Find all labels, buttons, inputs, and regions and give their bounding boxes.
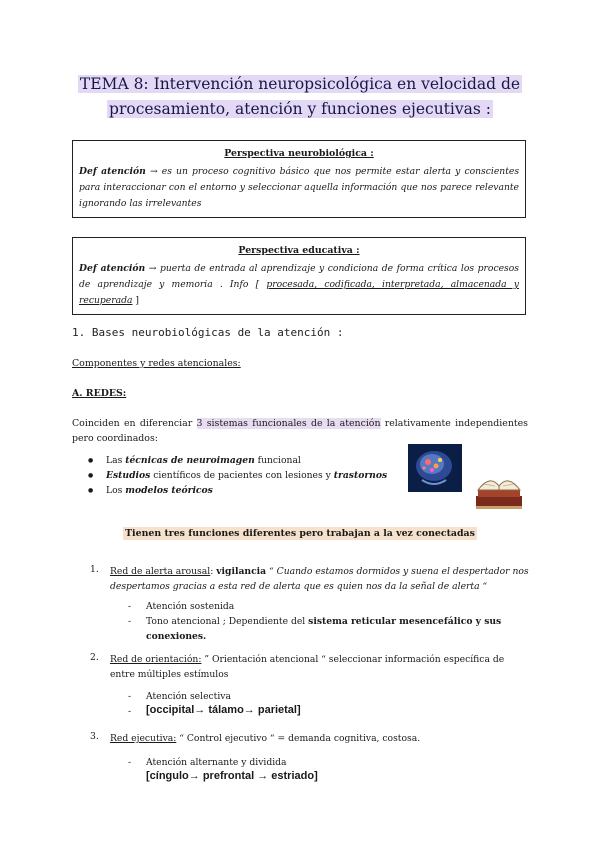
subsection-a-heading: A. REDES:: [72, 388, 127, 399]
box1-text: Def atención → es un proceso cognitivo básico que nos permite estar alerta y conscientes para interaccionar con el entorno y seleccionar aquella información que nos parece relevante ignorando las irrelevantes: [79, 166, 520, 209]
section-heading: 1. Bases neurobiológicas de la atención :: [72, 326, 344, 339]
neurobiological-definition-box: [72, 140, 526, 218]
network-3-path: [cíngulo→ prefrontal → estriado]: [146, 770, 318, 782]
page-title: [60, 72, 540, 122]
network-2-description: Red de orientación: ” Orientación atencional “ seleccionar información específica de entre múltiples estímulos: [110, 654, 505, 680]
title-line-2: procesamiento, atención y funciones ejecutivas :: [109, 100, 491, 118]
network-1-description: Red de alerta arousal: vigilancia “ Cuando estamos dormidos y suena el despertador nos despertamos gracias a esta red de alerta que es quien nos da la señal de alerta “: [110, 566, 529, 592]
box2-heading: Perspectiva educativa :: [238, 245, 360, 256]
list-item: ● Las técnicas de neuroimagen funcional: [88, 453, 387, 468]
network-3-description: Red ejecutiva: “ Control ejecutivo “ = demanda cognitiva, costosa.: [110, 733, 421, 744]
network-2-number: 2.: [90, 652, 99, 663]
highlight-phrase: 3 sistemas funcionales de la atención: [196, 418, 381, 429]
educational-definition-box: [72, 237, 526, 315]
network-1-number: 1.: [90, 564, 99, 575]
box1-heading: Perspectiva neurobiológica :: [224, 148, 374, 159]
info-items: procesada, codificada, interpretada, almacenada y recuperada: [79, 279, 519, 306]
intro-paragraph: Coinciden en diferenciar 3 sistemas funcionales de la atención relativamente independientes pero coordinados:: [72, 418, 528, 444]
list-item: ● Los modelos teóricos: [88, 483, 387, 498]
components-heading: Componentes y redes atencionales:: [72, 358, 241, 369]
brain-image: [408, 444, 462, 492]
network-2-path: [occipital→ tálamo→ parietal]: [146, 704, 301, 716]
bullet-list: [88, 453, 387, 498]
title-line-1: TEMA 8: Intervención neuropsicológica en velocidad de: [79, 75, 521, 93]
network-3-number: 3.: [90, 731, 99, 742]
list-item: ● Estudios científicos de pacientes con lesiones y trastornos: [88, 468, 387, 483]
books-image: [472, 462, 526, 516]
document-page: TEMA 8: Intervención neuropsicológica en velocidad de procesamiento, atención y funciones ejecutivas : Perspectiva neurobiológica : Def atención → es un proceso cognitivo básico que nos permite estar alerta y conscientes para interaccionar con el entorno y seleccionar aquella información que nos parece relevante ignorando las irrelevantes Perspectiva educativa : Def atención → puerta de entrada al aprendizaje y condiciona de forma crítica los procesos de aprendizaje y memoria . Info [ procesada, codificada, interpretada, almacenada y recuperada ] 1. Bases neurobiológicas de la atención : Componentes y redes atencionales: A. REDES: Coinciden en diferenciar 3 sistemas funcionales de la atención relativamente independientes pero coordinados: ● Las técnicas de neuroimagen funcional ● Estudios científicos de pacientes con lesiones y trastornos ● Los modelos teóricos Tienen tres funciones diferentes pero trabajan a la vez conectadas 1. Red de alerta arousal: vigilancia “ Cuando estamos dormidos y suena el despertador nos despertamos gracias a esta red de alerta que es quien nos da la señal de alerta “ - Atención sostenida - Tono atencional ; Dependiente del sistema reticular mesencefálico y sus conexiones. 2. Red de orientación: ” Orientación atencional “ seleccionar información específica de entre múltiples estímulos - Atención selectiva - [occipital→ tálamo→ parietal] 3. Red ejecutiva: “ Control ejecutivo “ = demanda cognitiva, costosa. - Atención alternante y dividida [cíngulo→ prefrontal → estriado]: [0, 0, 600, 848]
connected-functions-note: Tienen tres funciones diferentes pero trabajan a la vez conectadas: [125, 528, 475, 539]
box2-text: Def atención → puerta de entrada al aprendizaje y condiciona de forma crítica los procesos de aprendizaje y memoria . Info [ procesada, codificada, interpretada, almacenada y recuperada ]: [79, 263, 520, 306]
